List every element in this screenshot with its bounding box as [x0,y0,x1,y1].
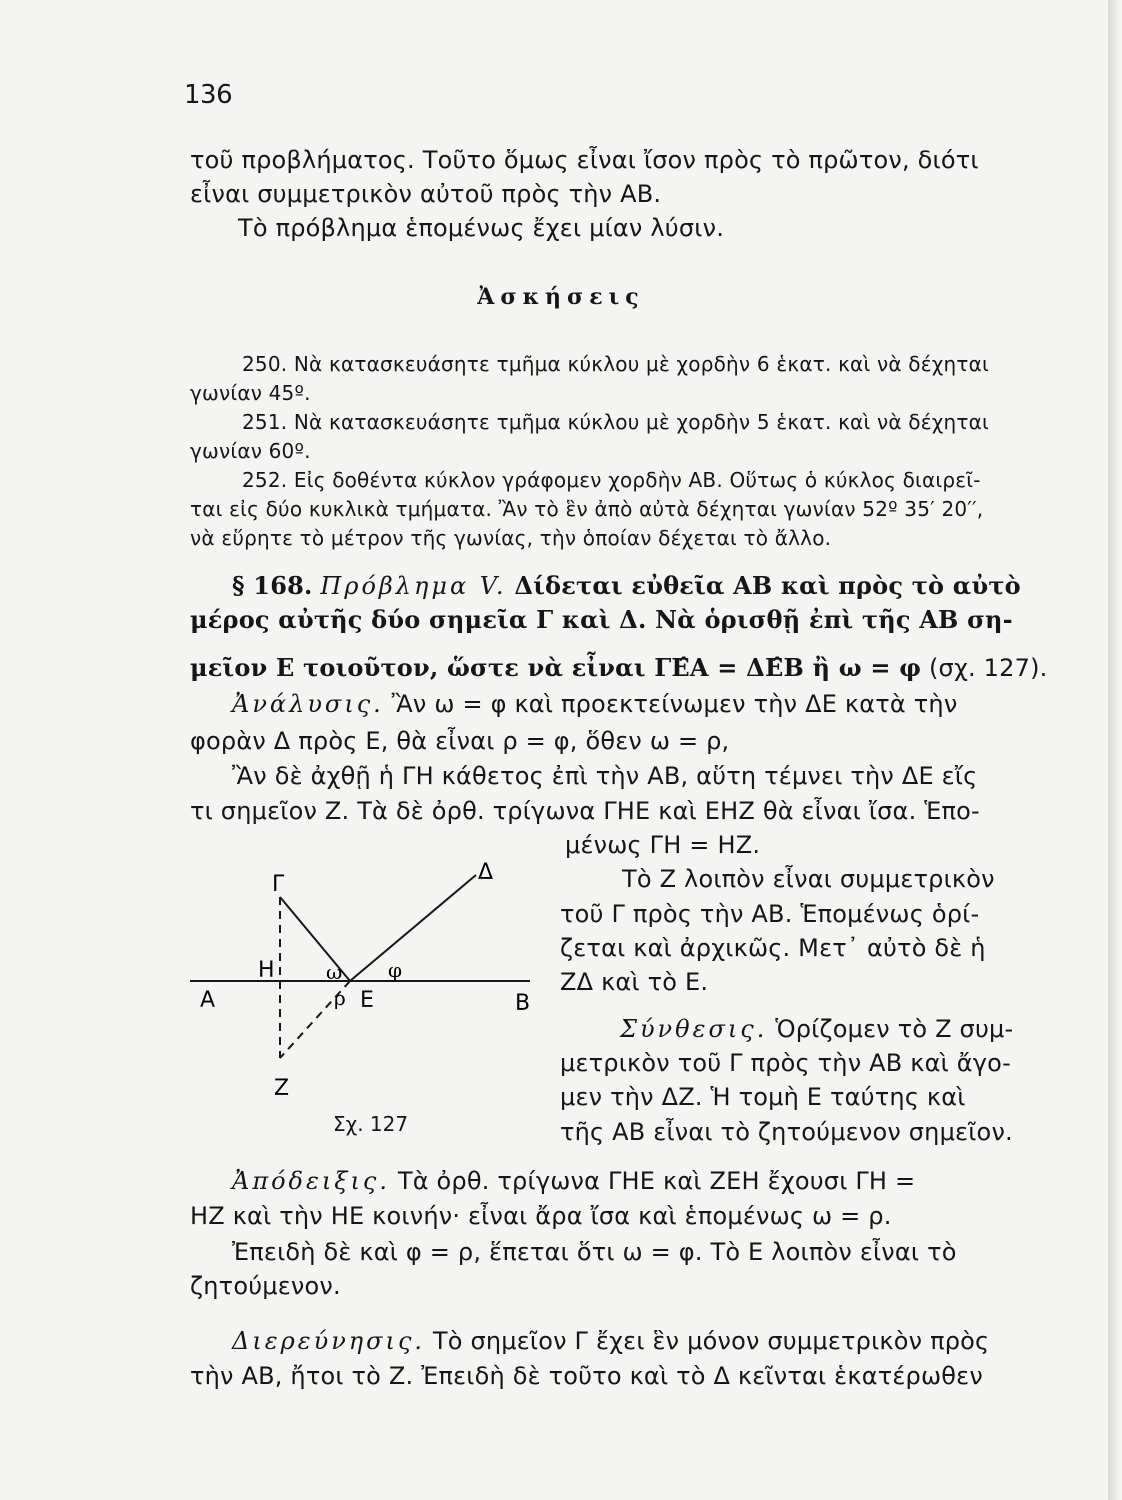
label-delta: Δ [478,860,494,885]
analysis-line: τι σημεῖον Ζ. Τὰ δὲ ὀρθ. τρίγωνα ΓΗΕ καὶ ΕΗΖ θὰ εἶναι ἴσα. Ἑπο- [190,797,980,825]
proof-line [232,1165,915,1197]
section-title: Πρόβλημα V. [320,572,507,600]
section-168-line1 [232,570,1021,602]
synthesis-line: τῆς ΑΒ εἶναι τὸ ζητούμενον σημεῖον. [560,1118,1013,1146]
label-epsilon: Ε [360,988,374,1013]
exercises-heading: Ἀσκήσεις [477,284,645,310]
page-number: 136 [184,80,233,110]
exercise-252-cont: νὰ εὕρητε τὸ μέτρον τῆς γωνίας, τὴν ὁποίαν δέχεται τὸ ἄλλο. [190,526,832,550]
label-rho: ρ [334,986,346,1010]
text-line: εἶναι συμμετρικὸν αὐτοῦ πρὸς τὴν ΑΒ. [190,180,662,208]
analysis-line: μένως ΓΗ = ΗΖ. [565,831,761,859]
proof-line: ζητούμενον. [190,1272,341,1300]
synthesis-label: Σύνθεσις. [620,1015,768,1043]
proof-label: Ἀπόδειξις. [232,1167,390,1195]
analysis-text: Ἂν ω = φ καὶ προεκτείνωμεν τὴν ΔΕ κατὰ τὴν [391,690,958,718]
analysis-line: Τὸ Ζ λοιπὸν εἶναι συμμετρικὸν [622,865,995,893]
section-statement: Δίδεται εὐθεῖα ΑΒ καὶ πρὸς τὸ αὐτὸ [514,571,1021,600]
text-line: τοῦ προβλήματος. Τοῦτο ὅμως εἶναι ἴσον πρὸς τὸ πρῶτον, διότι [190,146,979,174]
analysis-line [232,688,957,720]
analysis-label: Ἀνάλυσις. [232,690,384,718]
discussion-line [232,1325,989,1357]
discussion-text: Τὸ σημεῖον Γ ἔχει ἓν μόνον συμμετρικὸν πρὸς [432,1327,990,1355]
analysis-line: τοῦ Γ πρὸς τὴν ΑΒ. Ἑπομένως ὁρί- [560,900,980,928]
page-edge [1108,0,1122,1500]
section-statement-line3 [190,652,1047,684]
discussion-label: Διερεύνησις. [232,1327,426,1355]
figure-caption: Σχ. 127 [333,1112,409,1136]
figure-reference: (σχ. 127). [928,654,1048,682]
label-zeta: Ζ [274,1076,290,1101]
label-alpha: Α [200,988,216,1013]
label-phi: φ [388,958,403,982]
section-number: § 168. [232,571,313,600]
synthesis-line: μεν τὴν ΔΖ. Ἡ τομὴ Ε ταύτης καὶ [560,1083,966,1111]
analysis-line: Ἂν δὲ ἀχθῇ ἡ ΓΗ κάθετος ἐπὶ τὴν ΑΒ, αὕτη τέμνει τὴν ΔΕ εἴς [232,762,978,790]
analysis-line: ΖΔ καὶ τὸ Ε. [560,968,709,996]
figure-127 [190,855,535,1110]
synthesis-line: μετρικὸν τοῦ Γ πρὸς τὴν ΑΒ καὶ ἄγο- [560,1049,1011,1077]
analysis-line: ζεται καὶ ἀρχικῶς. Μετ᾿ αὐτὸ δὲ ἡ [560,934,986,962]
synthesis-line [620,1013,1013,1045]
exercise-250: 250. Νὰ κατασκευάσητε τμῆμα κύκλου μὲ χορδὴν 6 ἑκατ. καὶ νὰ δέχηται [242,352,989,376]
segment-ed [350,875,476,981]
proof-line: Ἐπειδὴ δὲ καὶ φ = ρ, ἕπεται ὅτι ω = φ. Τὸ Ε λοιπὸν εἶναι τὸ [232,1238,957,1266]
section-statement-line2: μέρος αὐτῆς δύο σημεῖα Γ καὶ Δ. Νὰ ὁρισθῇ ἐπὶ τῆς ΑΒ ση- [190,605,1013,634]
proof-text: Τὰ ὀρθ. τρίγωνα ΓΗΕ καὶ ΖΕΗ ἔχουσι ΓΗ = [397,1167,916,1195]
exercise-251: 251. Νὰ κατασκευάσητε τμῆμα κύκλου μὲ χορδὴν 5 ἑκατ. καὶ νὰ δέχηται [242,410,989,434]
proof-line: ΗΖ καὶ τὴν ΗΕ κοινήν· εἶναι ἄρα ἴσα καὶ ἑπομένως ω = ρ. [190,1202,892,1230]
label-omega: ω [326,960,343,984]
label-beta: Β [515,991,531,1016]
text-line: Τὸ πρόβλημα ἑπομένως ἔχει μίαν λύσιν. [238,214,725,242]
exercise-250-cont: γωνίαν 45º. [190,381,311,405]
label-eta: Η [258,958,275,983]
exercise-252: 252. Εἰς δοθέντα κύκλον γράφομεν χορδὴν ΑΒ. Οὕτως ὁ κύκλος διαιρεῖ- [242,468,981,492]
analysis-line: φορὰν Δ πρὸς Ε, θὰ εἶναι ρ = φ, ὅθεν ω = ρ, [190,727,730,755]
label-gamma: Γ [272,872,285,897]
discussion-line: τὴν ΑΒ, ἤτοι τὸ Ζ. Ἐπειδὴ δὲ τοῦτο καὶ τὸ Δ κεῖνται ἑκατέρωθεν [190,1362,983,1390]
exercise-251-cont: γωνίαν 60º. [190,439,311,463]
synthesis-text: Ὁρίζομεν τὸ Ζ συμ- [775,1015,1014,1043]
section-statement: μεῖον Ε τοιοῦτον, ὥστε νὰ εἶναι ΓΕ̂Α = ΔΕ̂Β ἢ ω = φ [190,653,922,682]
exercise-252-cont: ται εἰς δύο κυκλικὰ τμήματα. Ἂν τὸ ἓν ἀπὸ αὐτὰ δέχηται γωνίαν 52º 35′ 20′′, [190,497,984,521]
